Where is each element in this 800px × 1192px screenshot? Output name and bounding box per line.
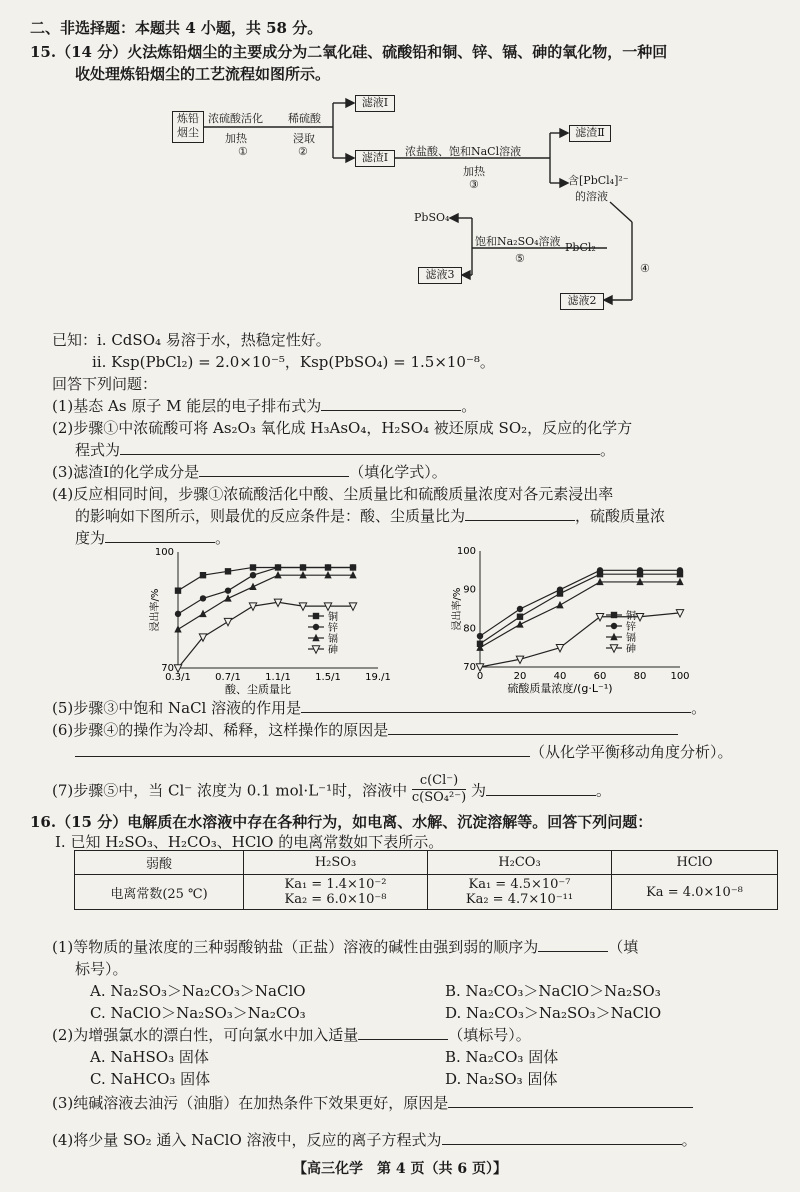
series-line-镉 — [178, 575, 353, 629]
q15-sub4-line3: 度为 。 — [75, 529, 231, 547]
q16-sub1-text: (1)等物质的量浓度的三种弱酸钠盐（正盐）溶液的碱性由强到弱的顺序为 — [52, 938, 539, 956]
table-header-cell: 弱酸 — [75, 851, 244, 875]
legend-marker — [611, 623, 617, 629]
legend-label: 镉 — [626, 633, 636, 644]
data-point — [200, 572, 206, 578]
filtrate-2-label: 滤液2 — [567, 294, 597, 307]
chart-acid-dust-ratio — [130, 548, 400, 698]
q15-sub6-text: (6)步骤④的操作为冷却、稀释，这样操作的原因是 — [52, 721, 389, 739]
answer-blank[interactable] — [538, 937, 608, 952]
q15-sub3 — [52, 462, 447, 482]
q16-sub3 — [52, 1093, 693, 1113]
answer-blank[interactable] — [442, 1130, 682, 1145]
answer-blank[interactable] — [105, 528, 215, 543]
q16-sub1-option-c: C. NaClO＞Na₂SO₃＞Na₂CO₃ — [90, 1004, 306, 1022]
q15-sub5-text: (5)步骤③中饱和 NaCl 溶液的作用是 — [52, 699, 302, 717]
pbso4-label: PbSO₄ — [414, 211, 450, 224]
residue-1-label: 滤渣Ⅰ — [361, 151, 389, 164]
q16-sub2-option-b: B. Na₂CO₃ 固体 — [445, 1048, 559, 1066]
data-point — [300, 564, 306, 570]
answer-blank[interactable] — [75, 742, 530, 757]
x-tick-label: 1.5/1 — [315, 672, 341, 683]
q15-sub7-tail: 为 — [470, 781, 486, 800]
q15-sub5: (5)步骤③中饱和 NaCl 溶液的作用是 。 — [52, 699, 707, 717]
legend-marker — [313, 613, 319, 619]
q16-sub1-tail: （填 — [608, 938, 639, 956]
data-point — [325, 564, 331, 570]
q15-sub1: (1)基态 As 原子 M 能层的电子排布式为 。 — [52, 397, 477, 415]
table-cell — [428, 875, 612, 910]
legend-label: 铜 — [626, 611, 636, 622]
data-point — [677, 567, 683, 573]
legend-marker — [313, 624, 319, 630]
q15-sub2-line2: 程式为 。 — [75, 441, 616, 459]
data-point — [517, 606, 523, 612]
answer-blank[interactable] — [358, 1025, 448, 1040]
data-point — [250, 572, 256, 578]
data-point — [250, 564, 256, 570]
y-tick-label: 100 — [456, 546, 476, 557]
h2co3-ka2: Ka₂ = 4.7×10⁻¹¹ — [465, 892, 574, 907]
x-tick-label: 0 — [476, 671, 484, 682]
legend-label: 砷 — [626, 644, 636, 655]
q16-sub1-line1 — [52, 937, 638, 957]
table-row — [75, 875, 778, 910]
q16-sub1-option-a: A. Na₂SO₃＞Na₂CO₃＞NaClO — [90, 982, 306, 1000]
q15-sub6-line1 — [52, 720, 678, 740]
data-point — [225, 568, 231, 574]
data-point — [200, 595, 206, 601]
flow-step1-bottom: 加热 — [225, 132, 247, 145]
filtrate-1-box — [355, 95, 395, 112]
q16-part1: Ⅰ. 已知 H₂SO₃、H₂CO₃、HClO 的电离常数如下表所示。 — [55, 833, 444, 851]
y-tick-label: 70 — [161, 663, 174, 674]
y-tick-label: 80 — [463, 623, 476, 635]
known-ii: ⅱ. Ksp(PbCl₂) = 2.0×10⁻⁵，Ksp(PbSO₄) = 1.5×10⁻⁸。 — [92, 353, 495, 371]
data-point — [557, 586, 563, 592]
data-point — [224, 618, 231, 625]
table-header-cell: H₂CO₃ — [428, 851, 612, 875]
table-cell: Ka = 4.0×10⁻⁸ — [612, 875, 778, 910]
data-point — [517, 614, 523, 620]
series-line-镉 — [480, 582, 680, 648]
x-axis-label: 硫酸质量浓度/(g·L⁻¹) — [507, 682, 613, 695]
data-point — [637, 567, 643, 573]
table-header-cell: HClO — [612, 851, 778, 875]
legend-label: 砷 — [328, 645, 338, 656]
y-tick-label: 70 — [463, 662, 476, 673]
q16-sub1-option-d: D. Na₂CO₃＞Na₂SO₃＞NaClO — [445, 1004, 662, 1022]
flow-step1-num: ① — [238, 145, 248, 158]
q16-sub2 — [52, 1025, 531, 1045]
x-tick-label: 19./1 — [365, 672, 391, 683]
q15-intro-line1: 15.（14 分）火法炼铅烟尘的主要成分为二氧化硅、硫酸铅和铜、锌、镉、砷的氧化物，一种回 — [30, 43, 668, 61]
legend-label: 铜 — [328, 612, 338, 623]
q15-sub3-tail: （填化学式）。 — [349, 463, 447, 481]
q15-sub2-line1: (2)步骤①中浓硫酸可将 As₂O₃ 氧化成 H₃AsO₄，H₂SO₄ 被还原成 SO₂，反应的化学方 — [52, 419, 633, 437]
residue-2-box — [569, 125, 611, 142]
answer-blank[interactable] — [465, 506, 575, 521]
concentration-ratio-fraction — [412, 773, 466, 806]
complex-solution-line2: 的溶液 — [575, 190, 608, 203]
page-footer: 【高三化学 第 4 页（共 6 页）】 — [293, 1161, 507, 1177]
filtrate-3-label: 滤液3 — [425, 268, 455, 281]
filtrate-2-box — [560, 293, 604, 310]
series-line-铜 — [480, 574, 680, 644]
q16-sub2-option-c: C. NaHCO₃ 固体 — [90, 1070, 211, 1088]
flow-start-label: 炼铅烟尘 — [177, 112, 199, 139]
flow-step5-num: ⑤ — [515, 252, 525, 265]
complex-solution-line1: 含[PbCl₄]²⁻ — [568, 174, 629, 187]
table-row-label: 电离常数(25 ℃) — [75, 875, 244, 910]
data-point — [597, 567, 603, 573]
data-point — [225, 587, 231, 593]
q15-sub4-line2 — [75, 506, 665, 526]
series-line-锌 — [480, 570, 680, 636]
legend-label: 锌 — [328, 623, 338, 634]
table-header-cell: H₂SO₃ — [244, 851, 428, 875]
q15-sub6-tail: （从化学平衡移动角度分析）。 — [530, 743, 733, 761]
data-point — [175, 587, 181, 593]
residue-2-label: 滤渣Ⅱ — [575, 126, 605, 139]
answer-prompt: 回答下列问题： — [52, 375, 158, 393]
flow-step4-num: ④ — [640, 262, 650, 275]
fraction-numerator: c(Cl⁻) — [412, 773, 466, 790]
x-axis-label: 酸、尘质量比 — [225, 683, 291, 696]
data-point — [199, 610, 206, 617]
flow-step3-bottom: 加热 — [463, 165, 485, 178]
legend-label: 锌 — [626, 622, 636, 633]
q16-sub4-text: (4)将少量 SO₂ 通入 NaClO 溶液中，反应的离子方程式为 — [52, 1131, 442, 1149]
filtrate-1-label: 滤液Ⅰ — [361, 96, 389, 109]
q16-sub2-text: (2)为增强氯水的漂白性，可向氯水中加入适量 — [52, 1026, 359, 1044]
residue-1-box — [355, 150, 395, 167]
legend-label: 镉 — [328, 634, 338, 645]
flow-step3-top: 浓盐酸、饱和NaCl溶液 — [405, 145, 522, 158]
data-point — [174, 625, 181, 632]
data-point — [175, 611, 181, 617]
flow-step1-top: 浓硫酸活化 — [208, 112, 263, 125]
flow-step2-num: ② — [298, 145, 308, 158]
q16-sub1-line2: 标号）。 — [75, 960, 128, 978]
q15-sub4-line2a: 的影响如下图所示，则最优的反应条件是：酸、尘质量比为 — [75, 507, 466, 525]
q15-sub4-line3-text: 度为 — [75, 529, 106, 547]
data-point — [224, 594, 231, 601]
answer-blank[interactable] — [199, 462, 349, 477]
q15-sub6-line2 — [75, 742, 733, 762]
q16-sub2-option-d: D. Na₂SO₃ 固体 — [445, 1070, 558, 1088]
flow-step3-num: ③ — [469, 178, 479, 191]
x-tick-label: 1.1/1 — [265, 672, 291, 683]
data-point — [350, 564, 356, 570]
x-tick-label: 40 — [553, 671, 567, 682]
filtrate-3-box — [418, 267, 462, 284]
data-point — [516, 620, 523, 627]
chart-sulfuric-concentration — [440, 545, 720, 695]
table-cell — [244, 875, 428, 910]
flow-arrows — [0, 0, 800, 330]
q16-sub2-tail: （填标号）。 — [448, 1026, 531, 1044]
q16-sub4: (4)将少量 SO₂ 通入 NaClO 溶液中，反应的离子方程式为 。 — [52, 1131, 697, 1149]
y-tick-label: 90 — [463, 584, 476, 596]
flow-step2-top: 稀硫酸 — [288, 112, 321, 125]
h2co3-ka1: Ka₁ = 4.5×10⁻⁷ — [468, 877, 571, 892]
series-line-砷 — [480, 613, 680, 667]
answer-blank[interactable] — [120, 440, 600, 455]
h2so3-ka2: Ka₂ = 6.0×10⁻⁸ — [284, 892, 387, 907]
answer-blank[interactable] — [301, 698, 691, 713]
q15-intro-line2: 收处理炼铅烟尘的工艺流程如图所示。 — [75, 65, 331, 83]
q16-sub1-option-b: B. Na₂CO₃＞NaClO＞Na₂SO₃ — [445, 982, 661, 1000]
x-tick-label: 0.3/1 — [165, 672, 191, 683]
q15-sub7-text: (7)步骤⑤中，当 Cl⁻ 浓度为 0.1 mol·L⁻¹时，溶液中 — [52, 781, 408, 800]
h2so3-ka1: Ka₁ = 1.4×10⁻² — [284, 877, 387, 892]
data-point — [249, 583, 256, 590]
x-tick-label: 80 — [633, 671, 647, 682]
q15-sub7: (7)步骤⑤中，当 Cl⁻ 浓度为 0.1 mol·L⁻¹时，溶液中 $\frac{c(Cl^-)}{\text{c(SO₄²⁻)}}$ 为 。 — [52, 773, 611, 805]
ionization-constant-table — [74, 850, 778, 910]
flow-start-box — [172, 111, 204, 143]
q15-sub3-text: (3)滤渣Ⅰ的化学成分是 — [52, 463, 200, 481]
answer-blank[interactable] — [388, 720, 678, 735]
x-tick-label: 60 — [593, 671, 607, 682]
y-axis-label: 浸出率/% — [452, 587, 463, 631]
section-header: 二、非选择题：本题共 4 小题，共 58 分。 — [30, 19, 323, 37]
data-point — [275, 564, 281, 570]
answer-blank[interactable] — [448, 1093, 693, 1108]
flow-step5-top: 饱和Na₂SO₄溶液 — [475, 235, 561, 248]
answer-blank[interactable] — [486, 781, 596, 796]
x-tick-label: 20 — [513, 671, 527, 682]
pbcl2-label: PbCl₂ — [565, 241, 596, 254]
data-point — [477, 633, 483, 639]
y-tick-label: 100 — [154, 548, 174, 558]
x-tick-label: 100 — [670, 671, 690, 682]
q15-sub2-line2-text: 程式为 — [75, 441, 121, 459]
flow-step2-bottom: 浸取 — [293, 132, 315, 145]
x-tick-label: 0.7/1 — [215, 672, 241, 683]
y-axis-label: 浸出率/% — [150, 588, 161, 632]
table-header-row — [75, 851, 778, 875]
q16-intro: 16.（15 分）电解质在水溶液中存在各种行为，如电离、水解、沉淀溶解等。回答下列问题： — [30, 813, 653, 831]
data-point — [556, 601, 563, 608]
q16-sub3-text: (3)纯碱溶液去油污（油脂）在加热条件下效果更好，原因是 — [52, 1094, 449, 1112]
q15-sub1-text: (1)基态 As 原子 M 能层的电子排布式为 — [52, 397, 322, 415]
data-point — [249, 603, 256, 610]
fraction-denominator: c(SO₄²⁻) — [411, 790, 467, 805]
q15-sub4-line2b: ，硫酸质量浓 — [575, 507, 666, 525]
answer-blank[interactable] — [321, 396, 461, 411]
q16-sub2-option-a: A. NaHSO₃ 固体 — [90, 1048, 209, 1066]
q15-sub4-line1: (4)反应相同时间，步骤①浓硫酸活化中酸、尘质量比和硫酸质量浓度对各元素浸出率 — [52, 485, 614, 503]
known-i: 已知：ⅰ. CdSO₄ 易溶于水，热稳定性好。 — [52, 331, 331, 349]
